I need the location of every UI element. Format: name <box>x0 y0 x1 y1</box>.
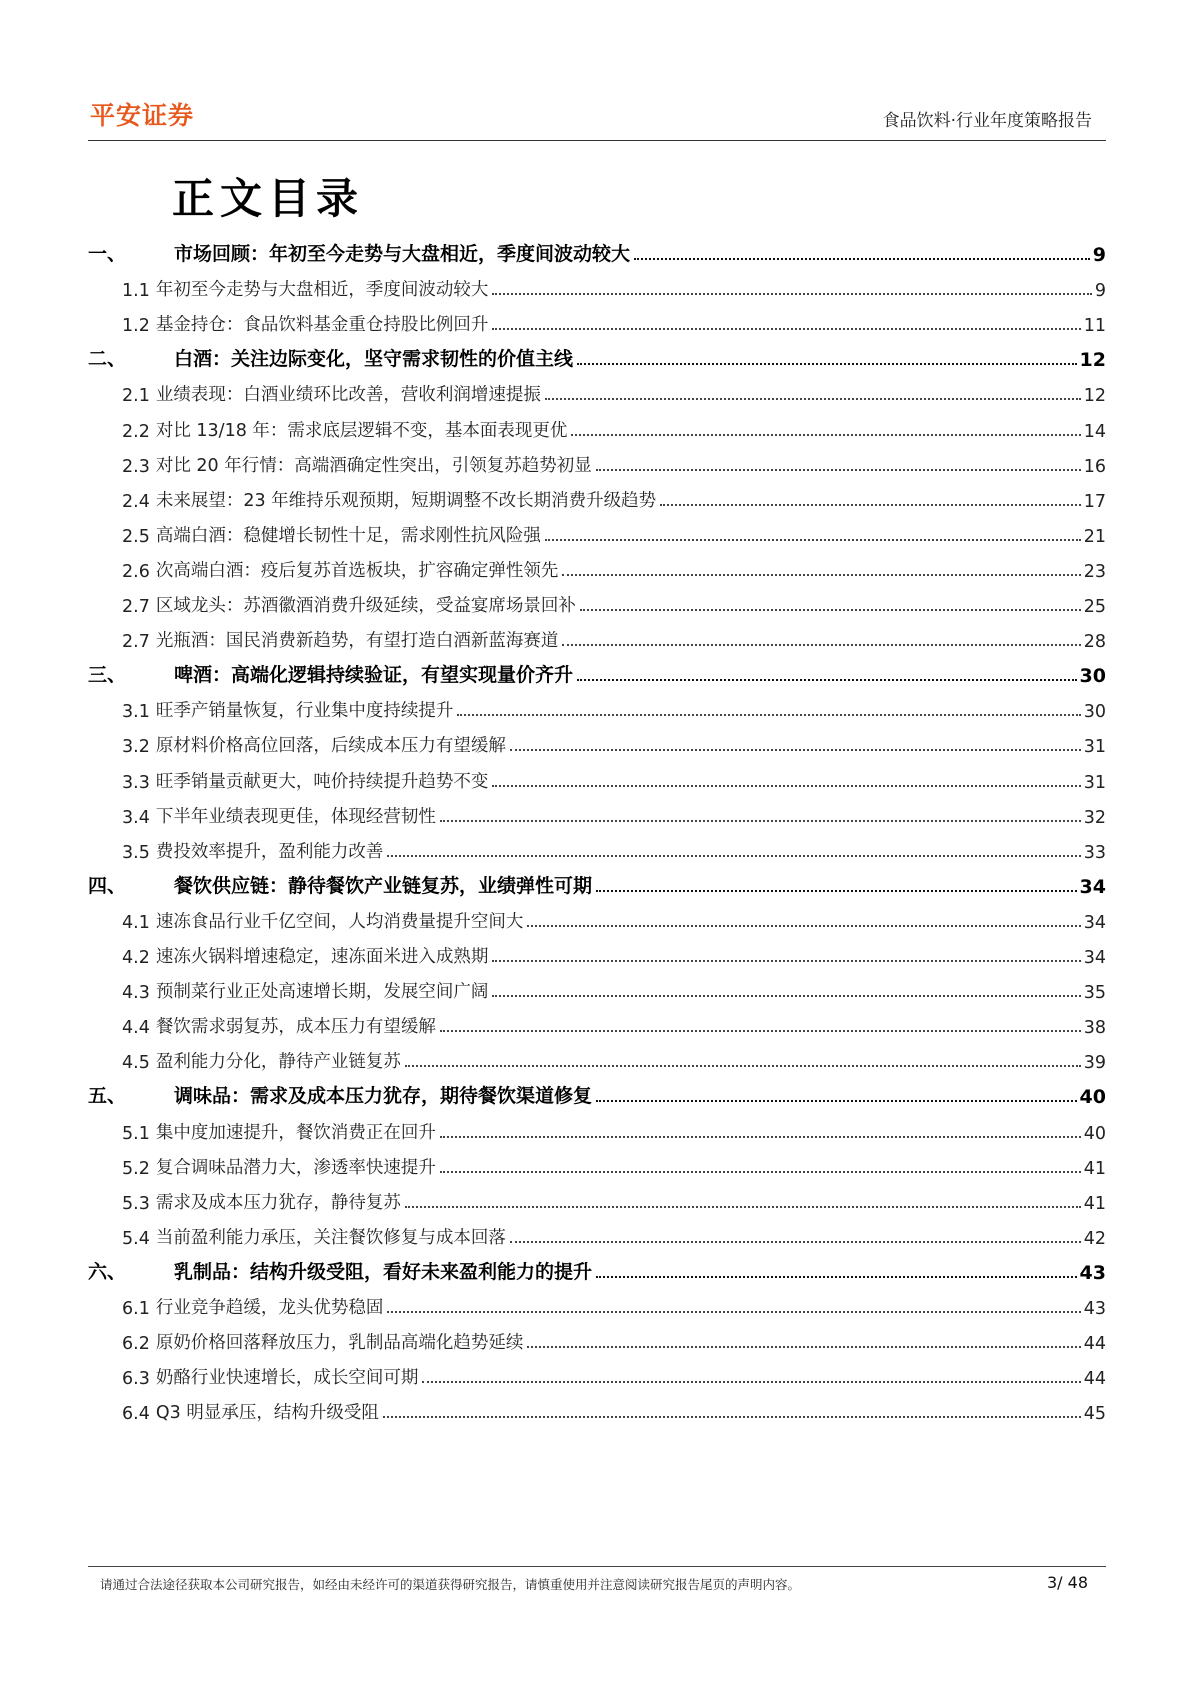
toc-entry-page: 39 <box>1083 1053 1106 1074</box>
page-header <box>88 92 1106 141</box>
toc-entry-number: 3.4 <box>122 807 150 828</box>
toc-entry-number: 5.4 <box>122 1228 150 1249</box>
toc-entry-page: 11 <box>1083 316 1106 337</box>
toc-entry-title: 区域龙头：苏酒徽酒消费升级延续，受益宴席场景回补 <box>155 596 576 616</box>
toc-section-entry[interactable] <box>88 271 1106 301</box>
toc-dot-leader <box>387 1311 1080 1313</box>
toc-section-entry[interactable] <box>88 376 1106 406</box>
toc-section-entry[interactable] <box>88 1219 1106 1249</box>
toc-dot-leader <box>405 1065 1081 1067</box>
toc-entry-number: 六、 <box>88 1260 127 1283</box>
toc-entry-page: 41 <box>1083 1193 1106 1214</box>
toc-entry-number: 2.3 <box>122 456 150 477</box>
toc-section-entry[interactable] <box>88 798 1106 828</box>
toc-entry-number: 4.5 <box>122 1053 150 1074</box>
toc-entry-page: 30 <box>1079 665 1106 688</box>
toc-dot-leader <box>440 1171 1081 1173</box>
toc-section-entry[interactable] <box>88 1324 1106 1354</box>
toc-entry-number: 5.2 <box>122 1158 150 1179</box>
toc-entry-number: 6.3 <box>122 1369 150 1390</box>
toc-entry-title: 速冻食品行业千亿空间，人均消费量提升空间大 <box>155 911 524 932</box>
toc-entry-number: 1.1 <box>122 281 150 302</box>
toc-dot-leader <box>383 1416 1081 1418</box>
toc-entry-page: 41 <box>1083 1158 1106 1179</box>
toc-dot-leader <box>562 644 1080 646</box>
toc-entry-title: 预制菜行业正处高速增长期，发展空间广阔 <box>155 982 489 1003</box>
toc-entry-page: 9 <box>1094 281 1106 302</box>
toc-section-entry[interactable] <box>88 903 1106 933</box>
toc-chapter-entry[interactable] <box>88 868 1106 898</box>
toc-entry-title: 需求及成本压力犹存，静待复苏 <box>155 1192 401 1213</box>
toc-entry-number: 4.4 <box>122 1018 150 1039</box>
toc-dot-leader <box>510 1241 1081 1243</box>
toc-entry-page: 9 <box>1092 244 1106 266</box>
toc-entry-number: 3.1 <box>122 702 150 723</box>
toc-entry-title: 复合调味品潜力大，渗透率快速提升 <box>155 1157 436 1178</box>
toc-dot-leader <box>510 749 1081 751</box>
footer-disclaimer: 请通过合法途径获取本公司研究报告，如经由未经许可的渠道获得研究报告，请慎重使用并注意阅读研究报告尾页的声明内容。 <box>100 1577 801 1592</box>
toc-entry-number: 1.2 <box>122 316 150 337</box>
toc-entry-title: 原奶价格回落释放压力，乳制品高端化趋势延续 <box>155 1333 524 1354</box>
toc-dot-leader <box>577 363 1077 365</box>
toc-entry-page: 21 <box>1083 526 1106 547</box>
toc-entry-number: 2.7 <box>122 632 150 653</box>
toc-entry-page: 31 <box>1083 737 1106 758</box>
toc-dot-leader <box>545 398 1081 400</box>
toc-entry-number: 2.4 <box>122 491 150 512</box>
toc-entry-title: 餐饮供应链：静待餐饮产业链复苏，业绩弹性可期 <box>174 874 593 897</box>
toc-entry-number: 2.1 <box>122 386 150 407</box>
toc-section-entry[interactable] <box>88 482 1106 512</box>
toc-chapter-entry[interactable] <box>88 1254 1106 1284</box>
toc-entry-number: 4.2 <box>122 948 150 968</box>
toc-title: 正文目录 <box>172 174 365 223</box>
toc-chapter-entry[interactable] <box>88 1078 1106 1108</box>
toc-dot-leader <box>405 1206 1081 1208</box>
toc-entry-title: 高端白酒：稳健增长韧性十足，需求刚性抗风险强 <box>155 525 541 546</box>
toc-section-entry[interactable] <box>88 552 1106 582</box>
toc-entry-title: 速冻火锅料增速稳定，速冻面米进入成熟期 <box>155 947 489 967</box>
toc-section-entry[interactable] <box>88 412 1106 442</box>
toc-entry-number: 一、 <box>88 243 127 265</box>
toc-dot-leader <box>545 539 1081 541</box>
toc-section-entry[interactable] <box>88 306 1106 336</box>
toc-dot-leader <box>596 890 1077 892</box>
toc-dot-leader <box>562 574 1080 576</box>
toc-section-entry[interactable] <box>88 692 1106 722</box>
toc-entry-number: 6.1 <box>122 1299 150 1319</box>
toc-entry-title: 集中度加速提升，餐饮消费正在回升 <box>155 1122 436 1143</box>
toc-section-entry[interactable] <box>88 622 1106 652</box>
toc-entry-page: 40 <box>1079 1086 1106 1109</box>
toc-entry-page: 34 <box>1083 912 1106 933</box>
toc-dot-leader <box>527 925 1080 927</box>
toc-dot-leader <box>387 855 1080 857</box>
page-footer <box>88 1566 1106 1592</box>
toc-section-entry[interactable] <box>88 1359 1106 1389</box>
toc-entry-number: 5.1 <box>122 1123 150 1144</box>
toc-entry-page: 25 <box>1083 597 1106 617</box>
toc-dot-leader <box>457 714 1080 716</box>
toc-entry-page: 12 <box>1083 386 1106 407</box>
toc-entry-page: 35 <box>1083 983 1106 1004</box>
toc-entry-number: 二、 <box>88 348 127 371</box>
toc-dot-leader <box>571 434 1080 436</box>
toc-entry-page: 34 <box>1083 948 1106 968</box>
toc-entry-page: 32 <box>1083 807 1106 828</box>
toc-dot-leader <box>492 785 1080 787</box>
toc-entry-title: 旺季销量贡献更大，吨价持续提升趋势不变 <box>155 771 489 792</box>
toc-section-entry[interactable] <box>88 938 1106 968</box>
toc-entry-number: 3.3 <box>122 772 150 793</box>
toc-entry-number: 2.5 <box>122 526 150 547</box>
toc-entry-title: 业绩表现：白酒业绩环比改善，营收利润增速提振 <box>155 385 541 406</box>
toc-entry-page: 17 <box>1083 491 1106 512</box>
toc-section-entry[interactable] <box>88 1149 1106 1179</box>
toc-entry-title: 未来展望：23 年维持乐观预期，短期调整不改长期消费升级趋势 <box>155 490 657 511</box>
toc-chapter-entry[interactable] <box>88 236 1106 266</box>
toc-entry-title: 行业竞争趋缓，龙头优势稳固 <box>155 1298 384 1318</box>
toc-dot-leader <box>577 679 1077 681</box>
toc-entry-page: 12 <box>1079 349 1106 372</box>
toc-dot-leader <box>596 1100 1077 1102</box>
toc-entry-page: 45 <box>1083 1404 1106 1425</box>
toc-entry-page: 34 <box>1079 875 1106 898</box>
company-logo: 平安证券 <box>90 101 195 130</box>
toc-dot-leader <box>596 1276 1077 1278</box>
toc-chapter-entry[interactable] <box>88 341 1106 371</box>
toc-entry-number: 6.2 <box>122 1334 150 1355</box>
toc-entry-number: 2.6 <box>122 561 150 582</box>
toc-entry-page: 16 <box>1083 456 1106 477</box>
toc-dot-leader <box>660 504 1081 506</box>
toc-entry-page: 14 <box>1083 421 1106 442</box>
toc-entry-title: 基金持仓：食品饮料基金重仓持股比例回升 <box>155 315 489 336</box>
toc-dot-leader <box>527 1346 1080 1348</box>
toc-entry-title: Q3 明显承压，结构升级受阻 <box>155 1403 379 1424</box>
toc-section-entry[interactable] <box>88 1114 1106 1144</box>
toc-entry-title: 盈利能力分化，静待产业链复苏 <box>155 1052 401 1073</box>
toc-entry-title: 年初至今走势与大盘相近，季度间波动较大 <box>155 280 489 301</box>
toc-dot-leader <box>492 995 1080 997</box>
toc-section-entry[interactable] <box>88 447 1106 477</box>
toc-entry-number: 3.2 <box>122 737 150 758</box>
toc-dot-leader <box>580 609 1081 611</box>
toc-entry-number: 3.5 <box>122 842 150 863</box>
toc-entry-page: 33 <box>1083 842 1106 863</box>
toc-entry-number: 6.4 <box>122 1404 150 1425</box>
toc-section-entry[interactable] <box>88 763 1106 793</box>
toc-entry-number: 2.7 <box>122 597 150 617</box>
toc-entry-number: 三、 <box>88 664 127 687</box>
toc-dot-leader <box>440 1030 1081 1032</box>
toc-section-entry[interactable] <box>88 587 1106 617</box>
toc-entry-page: 38 <box>1083 1018 1106 1039</box>
toc-entry-title: 白酒：关注边际变化，坚守需求韧性的价值主线 <box>174 348 574 371</box>
toc-entry-title: 下半年业绩表现更佳，体现经营韧性 <box>155 806 436 827</box>
toc-entry-title: 原材料价格高位回落，后续成本压力有望缓解 <box>155 736 506 757</box>
toc-dot-leader <box>596 469 1081 471</box>
toc-entry-page: 43 <box>1079 1261 1106 1284</box>
toc-dot-leader <box>440 820 1081 822</box>
toc-entry-title: 费投效率提升，盈利能力改善 <box>155 841 384 862</box>
toc-entry-page: 30 <box>1083 702 1106 723</box>
toc-entry-number: 4.3 <box>122 983 150 1004</box>
toc-dot-leader <box>492 960 1080 962</box>
toc-entry-title: 次高端白酒：疫后复苏首选板块，扩容确定弹性领先 <box>155 560 559 581</box>
toc-entry-title: 当前盈利能力承压，关注餐饮修复与成本回落 <box>155 1227 506 1248</box>
toc-entry-title: 光瓶酒：国民消费新趋势，有望打造白酒新蓝海赛道 <box>155 631 559 652</box>
toc-dot-leader <box>492 293 1092 295</box>
toc-entry-page: 43 <box>1083 1299 1106 1319</box>
toc-entry-number: 五、 <box>88 1085 127 1108</box>
toc-dot-leader <box>422 1381 1080 1383</box>
toc-dot-leader <box>440 1136 1081 1138</box>
toc-entry-page: 42 <box>1083 1228 1106 1249</box>
toc-section-entry[interactable] <box>88 1184 1106 1214</box>
toc-entry-title: 对比 20 年行情：高端酒确定性突出，引领复苏趋势初显 <box>155 455 592 476</box>
toc-entry-page: 44 <box>1083 1334 1106 1355</box>
toc-entry-title: 对比 13/18 年：需求底层逻辑不变，基本面表现更优 <box>155 420 568 441</box>
toc-entry-title: 奶酪行业快速增长，成长空间可期 <box>155 1368 419 1389</box>
toc-section-entry[interactable] <box>88 1394 1106 1424</box>
toc-dot-leader <box>634 258 1090 260</box>
toc-entry-title: 调味品：需求及成本压力犹存，期待餐饮渠道修复 <box>174 1085 593 1108</box>
report-type-label: 食品饮料·行业年度策略报告 <box>882 111 1092 131</box>
toc-entry-number: 2.2 <box>122 421 150 442</box>
toc-entry-number: 5.3 <box>122 1193 150 1214</box>
toc-entry-title: 旺季产销量恢复，行业集中度持续提升 <box>155 701 454 722</box>
toc-entry-title: 餐饮需求弱复苏，成本压力有望缓解 <box>155 1017 436 1038</box>
toc-entry-page: 23 <box>1083 561 1106 582</box>
toc-entry-page: 40 <box>1083 1123 1106 1144</box>
toc-entry-title: 啤酒：高端化逻辑持续验证，有望实现量价齐升 <box>174 664 574 687</box>
toc-entry-title: 市场回顾：年初至今走势与大盘相近，季度间波动较大 <box>174 243 631 265</box>
toc-entry-number: 四、 <box>88 874 127 897</box>
toc-entry-title: 乳制品：结构升级受阻，看好未来盈利能力的提升 <box>174 1260 593 1283</box>
toc-entry-number: 4.1 <box>122 912 150 933</box>
page-number: 3/ 48 <box>1046 1573 1088 1592</box>
toc-section-entry[interactable] <box>88 727 1106 757</box>
toc-dot-leader <box>492 328 1080 330</box>
toc-entry-page: 31 <box>1083 772 1106 793</box>
toc-section-entry[interactable] <box>88 833 1106 863</box>
toc-section-entry[interactable] <box>88 517 1106 547</box>
toc-entry-page: 44 <box>1083 1369 1106 1390</box>
toc-entry-page: 28 <box>1083 632 1106 653</box>
toc-section-entry[interactable] <box>88 1008 1106 1038</box>
toc-section-entry[interactable] <box>88 1289 1106 1319</box>
toc-section-entry[interactable] <box>88 1043 1106 1073</box>
toc-chapter-entry[interactable] <box>88 657 1106 687</box>
toc-section-entry[interactable] <box>88 973 1106 1003</box>
